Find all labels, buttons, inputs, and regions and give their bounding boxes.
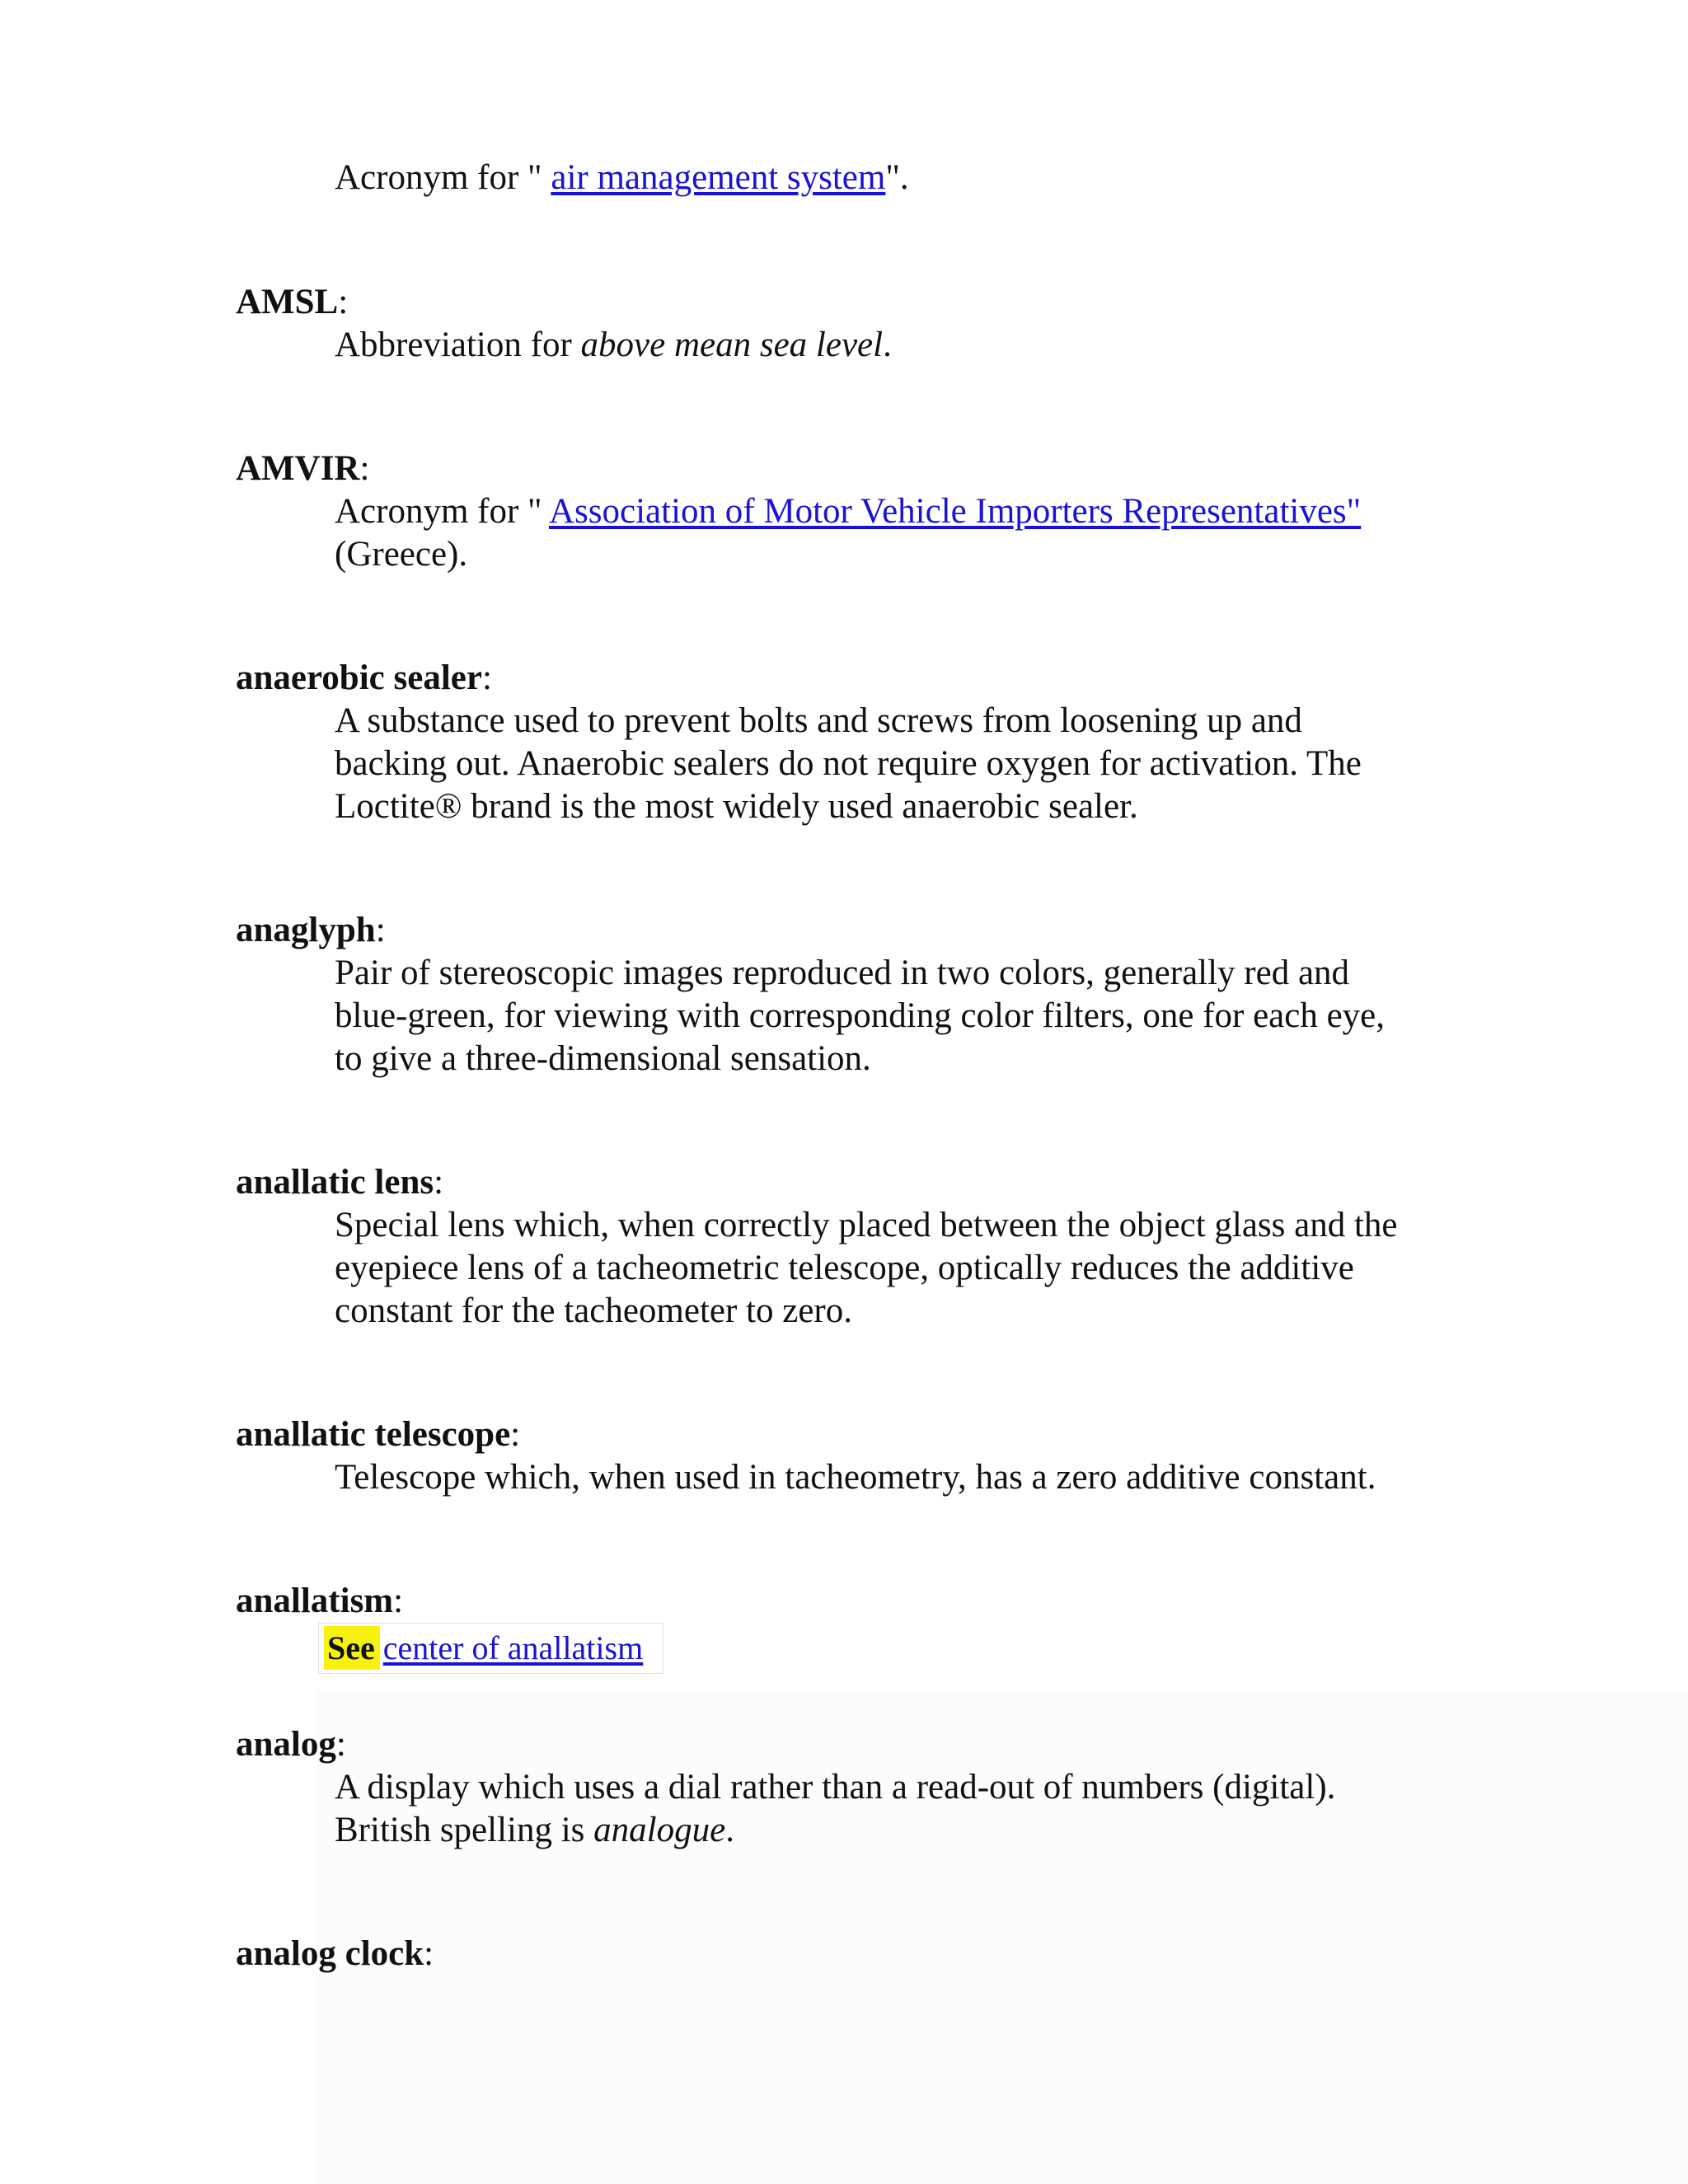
see-label: See bbox=[324, 1626, 380, 1670]
definition-line: blue-green, for viewing with corresponding color filters, one for each eye, bbox=[335, 996, 1386, 1035]
definition-text: . bbox=[725, 1811, 734, 1849]
term-colon: : bbox=[375, 911, 386, 949]
entry-ams-definition bbox=[236, 157, 1472, 199]
term-colon: : bbox=[510, 1415, 521, 1454]
definition bbox=[335, 700, 1480, 828]
term-line bbox=[236, 1413, 1472, 1456]
definition-line: to give a three-dimensional sensation. bbox=[335, 1039, 871, 1078]
term-title: AMVIR bbox=[236, 449, 360, 488]
entry-analog-clock bbox=[236, 1933, 1472, 1975]
see-also-box bbox=[318, 1623, 663, 1674]
term-colon: : bbox=[393, 1582, 404, 1620]
definition-line bbox=[335, 157, 1480, 199]
entry-anaglyph bbox=[236, 909, 1472, 1080]
term-title: anallatic telescope bbox=[236, 1415, 511, 1454]
definition-line: Telescope which, when used in tacheometry, has a zero additive constant. bbox=[335, 1458, 1376, 1497]
definition bbox=[335, 157, 1480, 199]
definition-line bbox=[335, 324, 1480, 367]
center-of-anallatism-link[interactable]: center of anallatism bbox=[382, 1629, 644, 1666]
definition-line: (Greece). bbox=[335, 535, 468, 574]
definition-line bbox=[335, 1809, 1480, 1852]
term-colon: : bbox=[359, 449, 370, 488]
entry-anallatic-telescope bbox=[236, 1413, 1472, 1499]
entry-amsl bbox=[236, 281, 1472, 367]
entry-amvir bbox=[236, 448, 1472, 576]
term-line bbox=[236, 1933, 1472, 1975]
definition bbox=[335, 324, 1480, 367]
term-title: anallatism bbox=[236, 1582, 394, 1620]
term-line bbox=[236, 448, 1472, 490]
term-line bbox=[236, 1580, 1472, 1623]
definition bbox=[335, 1766, 1480, 1852]
definition-line: eyepiece lens of a tacheometric telescope, optically reduces the additive bbox=[335, 1249, 1354, 1287]
definition-text: Acronym for " bbox=[335, 492, 549, 531]
definition-line bbox=[335, 490, 1480, 533]
amvir-association-link[interactable]: Association of Motor Vehicle Importers Representatives" bbox=[548, 492, 1362, 531]
entry-anallatic-lens bbox=[236, 1161, 1472, 1333]
definition-italic: analogue bbox=[593, 1811, 726, 1849]
term-title: analog bbox=[236, 1725, 336, 1764]
definition-line: Pair of stereoscopic images reproduced in two colors, generally red and bbox=[335, 954, 1350, 992]
term-colon: : bbox=[338, 283, 349, 321]
term-colon: : bbox=[335, 1725, 346, 1764]
definition-italic: above mean sea level bbox=[580, 326, 884, 364]
term-title: anallatic lens bbox=[236, 1163, 434, 1202]
term-title: AMSL bbox=[236, 283, 339, 321]
term-colon: : bbox=[481, 658, 492, 697]
definition-line: backing out. Anaerobic sealers do not require oxygen for activation. The bbox=[335, 744, 1362, 783]
definition-text: Acronym for " bbox=[335, 158, 551, 197]
definition-line: A substance used to prevent bolts and screws from loosening up and bbox=[335, 701, 1302, 740]
definition-line: A display which uses a dial rather than a read-out of numbers (digital). bbox=[335, 1768, 1336, 1807]
definition-line: Special lens which, when correctly placed between the object glass and the bbox=[335, 1206, 1398, 1244]
entry-anallatism bbox=[236, 1580, 1472, 1674]
entry-anaerobic-sealer bbox=[236, 657, 1472, 828]
definition-text: Abbreviation for bbox=[335, 326, 581, 364]
term-line bbox=[236, 281, 1472, 324]
definition-line: constant for the tacheometer to zero. bbox=[335, 1291, 852, 1330]
definition-text: British spelling is bbox=[335, 1811, 594, 1849]
term-line bbox=[236, 1161, 1472, 1204]
term-title: anaerobic sealer bbox=[236, 658, 482, 697]
definition-text: . bbox=[883, 326, 892, 364]
definition-line: Loctite® brand is the most widely used anaerobic sealer. bbox=[335, 787, 1138, 826]
term-line bbox=[236, 1723, 1472, 1766]
term-line bbox=[236, 909, 1472, 952]
term-title: anaglyph bbox=[236, 911, 376, 949]
term-colon: : bbox=[434, 1163, 444, 1202]
term-line bbox=[236, 657, 1472, 700]
definition bbox=[335, 1204, 1480, 1333]
air-management-system-link[interactable]: air management system bbox=[551, 158, 886, 197]
definition bbox=[335, 1456, 1480, 1499]
definition-text: ". bbox=[885, 158, 909, 197]
term-title: analog clock bbox=[236, 1934, 424, 1973]
entry-analog bbox=[236, 1723, 1472, 1852]
definition bbox=[335, 952, 1480, 1080]
term-colon: : bbox=[424, 1934, 434, 1973]
definition bbox=[335, 490, 1480, 576]
